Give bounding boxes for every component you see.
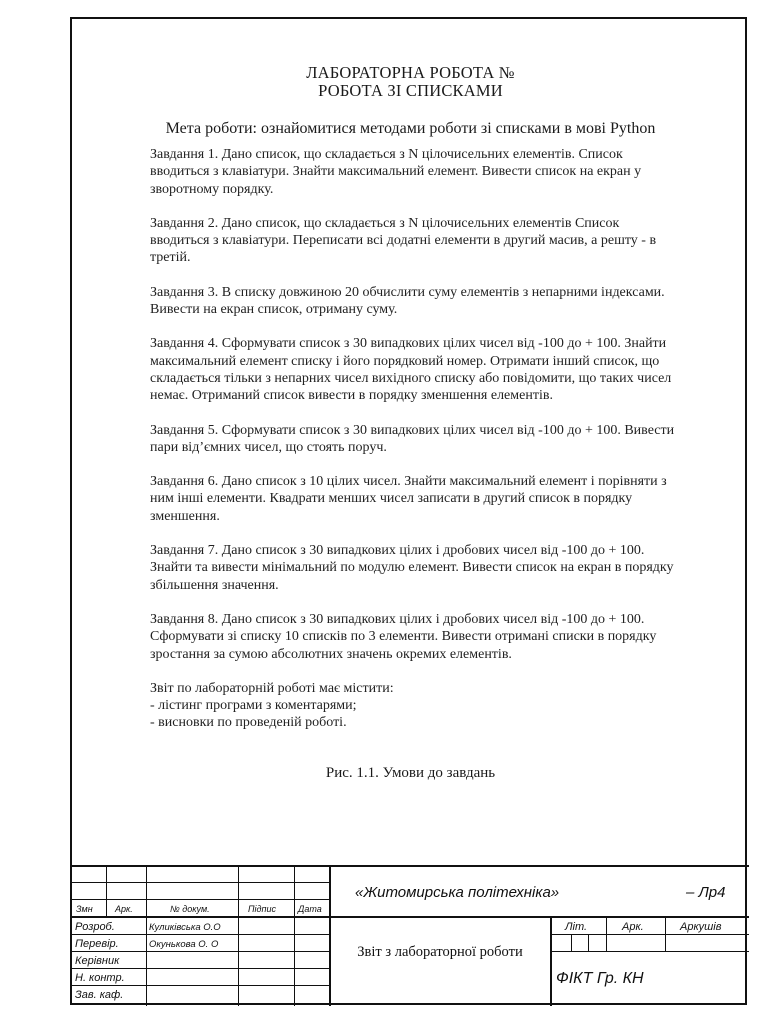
- stamp-grid-line: [550, 917, 552, 1006]
- stamp-top-line: [72, 865, 749, 867]
- stamp-grid-line: [550, 951, 749, 952]
- task-item: Завдання 7. Дано список з 30 випадкових цілих і дробових чисел від -100 до + 100. Знайти та вивести мінімальний по модулю елемент. Вивести список на екран в порядку збільшення значення.: [150, 543, 674, 593]
- report-line: - лістинг програми з коментарями;: [150, 698, 357, 714]
- stamp-lit: Літ.: [565, 921, 588, 933]
- figure-caption: Рис. 1.1. Умови до завдань: [325, 765, 496, 781]
- task-list: [150, 146, 680, 732]
- report-line: - висновки по проведеній роботі.: [150, 715, 347, 731]
- stamp-role: Н. контр.: [75, 972, 125, 984]
- stamp-grid-line: [146, 866, 147, 1006]
- stamp-grid-line: [588, 934, 589, 951]
- stamp-grid-line: [550, 934, 749, 935]
- stamp-group: ФІКТ Гр. КН: [556, 970, 644, 987]
- stamp-report-title: Звіт з лабораторної роботи: [357, 944, 523, 960]
- task-item: Завдання 5. Сформувати список з 30 випадкових цілих чисел від -100 до + 100. Вивести пари від’ємних чисел, що стоять поруч.: [150, 422, 675, 455]
- stamp-grid-line: [72, 951, 330, 952]
- document-frame: [70, 17, 747, 1005]
- stamp-grid-line: [665, 917, 666, 951]
- stamp-header-ark: Арк.: [115, 904, 133, 914]
- task-item: Завдання 3. В списку довжиною 20 обчислити суму елементів з непарними індексами. Вивести на екран список, отриману суму.: [150, 284, 665, 318]
- stamp-role: Керівник: [75, 955, 120, 967]
- report-requirements: [150, 680, 680, 732]
- stamp-grid-line: [294, 866, 295, 1006]
- stamp-doc-code: – Лр4: [686, 884, 726, 901]
- stamp-header-zmn: Змн: [76, 904, 93, 914]
- stamp-grid-line: [72, 985, 330, 986]
- stamp-grid-line: [606, 917, 607, 951]
- stamp-role: Розроб.: [75, 921, 115, 933]
- lab-title: ЛАБОРАТОРНА РОБОТА №: [306, 63, 515, 82]
- task-item: Завдання 1. Дано список, що складається з N цілочисельних елементів. Список вводиться з клавіатури. Знайти максимальний елемент. Вивести список на екран у зворотному порядку.: [150, 147, 642, 197]
- stamp-grid-line: [72, 899, 330, 900]
- stamp-header-date: Дата: [298, 904, 322, 914]
- stamp-name-reviewer: Окунькова О. О: [149, 939, 219, 950]
- stamp-institution: «Житомирська політехніка»: [355, 884, 560, 901]
- report-line: Звіт по лабораторній роботі має містити:: [150, 680, 394, 696]
- stamp-name-developer: Куликівська О.О: [149, 922, 221, 933]
- stamp-arkushiv: Аркушів: [680, 921, 722, 933]
- task-item: Завдання 8. Дано список з 30 випадкових цілих і дробових чисел від -100 до + 100. Сформувати зі списку 10 списків по 3 елементи. Вивести отримані списки в порядку зростання за сумою абсолютних значень окремих елементів.: [150, 611, 657, 662]
- stamp-grid-line: [330, 916, 749, 918]
- stamp-grid-line: [72, 916, 330, 918]
- stamp-header-sign: Підпис: [248, 904, 276, 914]
- stamp-grid-line: [106, 866, 107, 918]
- stamp-grid-line: [72, 882, 330, 883]
- stamp-grid-line: [72, 968, 330, 969]
- lab-subtitle: РОБОТА ЗІ СПИСКАМИ: [318, 81, 503, 100]
- task-item: Завдання 2. Дано список, що складається з N цілочисельних елементів Список вводиться з клавіатури. Переписати всі додатні елементи в другий масив, а решту - в третій.: [150, 215, 657, 266]
- stamp-grid-line: [329, 866, 331, 1006]
- task-item: Завдання 6. Дано список з 10 цілих чисел. Знайти максимальний елемент і порівняти з ним інші елементи. Квадрати менших чисел записати в другий список в порядку зменшення.: [150, 474, 667, 524]
- stamp-grid-line: [238, 866, 239, 1006]
- stamp-header-doc: № докум.: [170, 904, 210, 914]
- task-item: Завдання 4. Сформувати список з 30 випадкових цілих чисел від -100 до + 100. Знайти максимальний елемент списку і його порядковий номер. Отримати інший список, що складається тільки з непарних чисел вихідного списку або повідомити, що таких чисел немає. Отриманий список вивести в порядку зменшення елементів.: [150, 336, 672, 404]
- lab-goal: Мета роботи: ознайомитися методами роботи зі списками в мові Python: [165, 120, 656, 137]
- stamp-role: Зав. каф.: [75, 989, 124, 1001]
- stamp-role: Перевір.: [75, 938, 119, 950]
- stamp-ark: Арк.: [622, 921, 644, 933]
- stamp-grid-line: [72, 934, 330, 935]
- stamp-grid-line: [571, 934, 572, 951]
